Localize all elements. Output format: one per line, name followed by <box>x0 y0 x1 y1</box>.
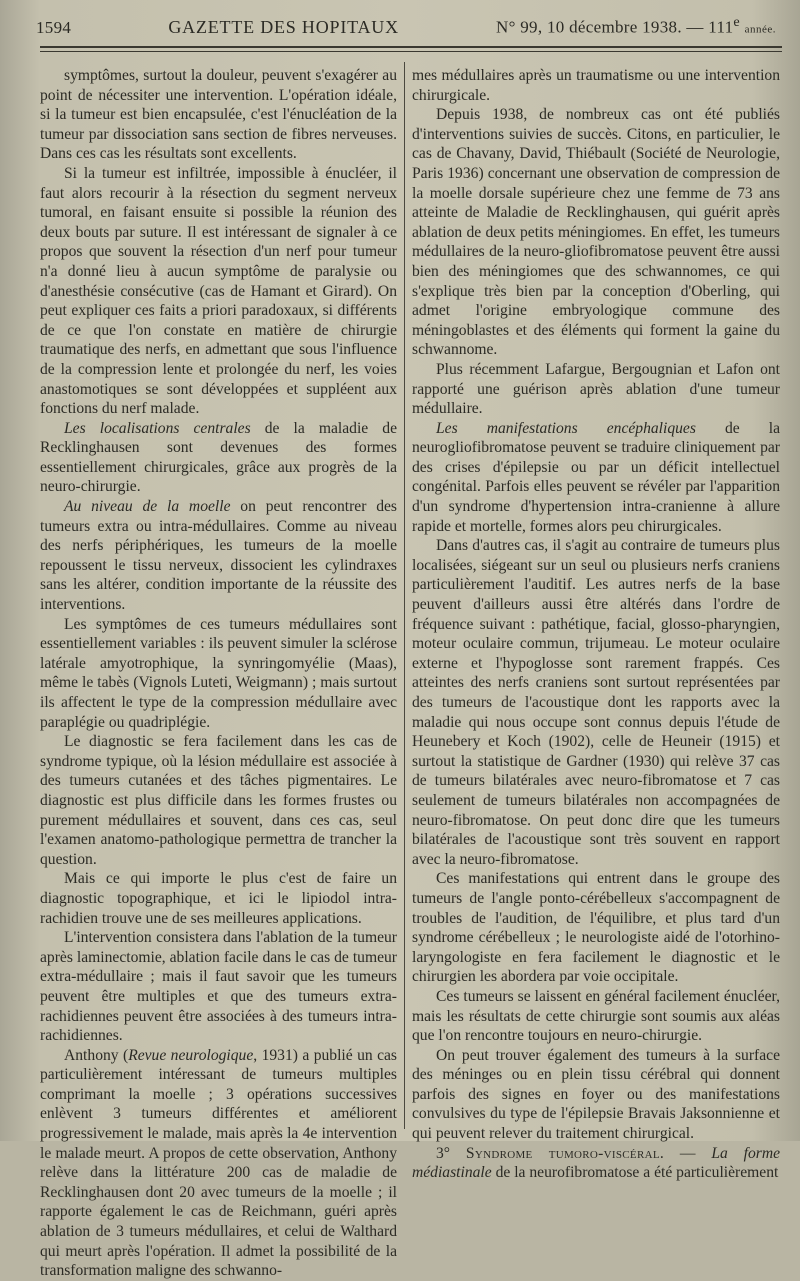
paragraph-text: on peut rencontrer des tumeurs extra ou intra-médullaires. Comme au niveau des nerfs périphériques, les tumeurs de la moelle repoussent le tissu nerveux, dissocient les cylindraxes sans les altérer, condition importante de la réussite des interventions. <box>40 498 397 614</box>
page-header <box>36 14 776 46</box>
paragraph-text: Ces manifestations qui entrent dans le groupe des tumeurs de l'angle ponto-cérébelleux s'accompagnent de troubles de l'audition, de l'équilibre, et plus tard d'un syndrome cérébelleux ; le neurologiste aidé de l'otorhino-laryngologiste en fera facilement le diagnostic et le chirurgien les abordera par voie occipitale. <box>412 870 780 986</box>
paragraph-text: mes médullaires après un traumatisme ou une intervention chirurgicale. <box>412 67 780 104</box>
paragraph-text: L'intervention consistera dans l'ablation de la tumeur après laminectomie, ablation facile dans le cas de tumeur extra-médullaire ; mais il faut savoir que les tumeurs peuvent être multiples et que des tumeurs extra-rachidiennes peuvent être associées à des tumeurs intra-rachidiennes. <box>40 929 397 1045</box>
paragraph <box>412 360 780 419</box>
paragraph <box>412 1144 780 1183</box>
paragraph <box>412 869 780 987</box>
paragraph <box>412 987 780 1046</box>
paragraph-text: Mais ce qui importe le plus c'est de faire un diagnostic topographique, et ici le lipiodol intra-rachidien trouve une de ses meilleures applications. <box>40 870 397 927</box>
paragraph-text: de la neurogliofibromatose peuvent se traduire cliniquement par des crises d'épilepsie ou par un déficit intellectuel congénital. Parfois elles peuvent se révéler par l'apparition d'un syndrome d'hypertension intra-cranienne à allure rapide et mortelle, formes alors peu chirurgicales. <box>412 419 780 535</box>
paragraph-text: Le diagnostic se fera facilement dans les cas de syndrome typique, où la lésion médullaire est associée à des tumeurs cutanées et des tâches pigmentaires. Le diagnostic est plus difficile dans les formes frustes ou purement médullaires et souvent, dans ces cas, seul l'examen anatomo-pathologique permettra de trancher la question. <box>40 733 397 868</box>
italic-phrase: Les manifestations encéphaliques <box>436 419 696 437</box>
page-number: 1594 <box>36 17 72 37</box>
header-rule-thin <box>40 51 782 52</box>
paragraph-prefix: 3° <box>436 1144 466 1162</box>
paragraph <box>412 105 780 360</box>
paragraph-text: Plus récemment Lafargue, Bergougnian et Lafon ont rapporté une guérison après ablation d'une tumeur médullaire. <box>412 360 780 418</box>
paragraph-text: Ces tumeurs se laissent en général facilement énucléer, mais les résultats de cette chirurgie sont soumis aux aléas que l'on rencontre toujours en neuro-chirurgie. <box>412 987 780 1045</box>
column-divider <box>404 62 405 1129</box>
section-heading: Syndrome tumoro-viscéral. <box>465 1144 665 1162</box>
paragraph <box>40 928 397 1046</box>
annee-label: année. <box>744 23 776 36</box>
paragraph <box>40 615 397 733</box>
paragraph-text: On peut trouver également des tumeurs à la surface des méninges ou en plein tissu cérébral qui donnent parfois des signes en foyer ou des manifestations convulsives du type de l'épilepsie Bravais Jaksonnienne et qui peuvent relever du traitement chirurgical. <box>412 1046 780 1143</box>
paragraph-text: Les symptômes de ces tumeurs médullaires sont essentiellement variables : ils peuvent simuler la sclérose latérale amyotrophique, la synringomyélie (Maas), même le tabès (Vignols Luteti, Weigmann) ; mais surtout ils affectent le type de la compression médullaire avec paraplégie ou quadriplégie. <box>40 615 397 731</box>
italic-phrase: La forme médiastinale <box>412 1144 780 1182</box>
paragraph-text: , 1931) a publié un cas particulièrement intéressant de tumeurs multiples comprimant la moelle ; 3 opérations successives enlèvent 3 tumeurs différentes et améliorent progressivement le malade, mais après la 4e intervention le malade meurt. A propos de cette observation, Anthony relève dans la littérature 200 cas de maladie de Recklinghausen dont 20 avec tumeurs de la moelle ; il rapporte également le cas de Reichmann, guéri après ablation de 3 tumeurs médullaires, et celui de Walthard qui meurt après l'opération. Il admet la possibilité de la transformation maligne des schwanno- <box>40 1046 397 1280</box>
header-rule <box>40 46 782 48</box>
issue-info <box>496 14 776 38</box>
dash: — <box>664 1144 712 1162</box>
paragraph <box>40 732 397 869</box>
right-column <box>412 66 780 1183</box>
italic-phrase: Au niveau de la moelle <box>64 498 231 516</box>
paragraph-text: Depuis 1938, de nombreux cas ont été publiés d'interventions suivies de succès. Citons, en particulier, le cas de Chavany, David, Thiébault (Société de Neurologie, Paris 1936) concernant une observation de compression de la moelle dorsale supérieure chez une femme de 73 ans atteinte de Maladie de Recklinghausen, qui guérit après ablation de deux petits méningiomes. En effet, les tumeurs médullaires de la neuro-gliofibromatose peuvent être aussi bien des méningiomes que des schwannomes, ce qui s'explique très bien par la conception d'Oberling, qui admet l'origine embryologique commune des méningoblastes et des éléments qui forment la gaine du schwannome. <box>412 106 780 359</box>
paragraph <box>412 66 780 105</box>
journal-title: GAZETTE DES HOPITAUX <box>168 16 399 37</box>
paragraph <box>40 1046 397 1281</box>
issue-text: N° 99, 10 décembre 1938. — 111 <box>496 17 734 37</box>
paragraph-text: symptômes, surtout la douleur, peuvent s'exagérer au point de nécessiter une intervention. L'opération idéale, si la tumeur est bien encapsulée, c'est l'énucléation de la tumeur par dissociation sans section de fibres nerveuses. Dans ces cas les résultats sont excellents. <box>40 67 397 163</box>
paragraph <box>412 419 780 537</box>
paragraph <box>412 1046 780 1144</box>
italic-phrase: Revue neurologique <box>128 1046 254 1064</box>
paragraph <box>40 66 397 164</box>
paragraph-text: de la neurofibromatose a été particulièrement <box>491 1164 779 1182</box>
paragraph-text: Si la tumeur est infiltrée, impossible à énucléer, il faut alors recourir à la résection du segment nerveux tumoral, en faisant ensuite si possible la réunion des deux bouts par suture. Il est intéressant de signaler à ce propos que souvent la résection d'un nerf pour tumeur n'a donné lieu à aucun symptôme de paralysie ou d'anesthésie consécutive (cas de Hamant et Girard). On peut expliquer ces faits a priori paradoxaux, si différents de ce que l'on constate en matière de chirurgie traumatique des nerfs, en admettant que sous l'influence de la compression lente et prolongée du nerf, les voies anastomotiques se sont développées et suppléent aux fonctions du nerf malade. <box>40 164 397 418</box>
issue-sup: e <box>733 14 741 30</box>
paragraph-text: de la maladie de Recklinghausen sont devenues des formes essentiellement chirurgicales, grâce aux progrès de la neuro-chirurgie. <box>40 419 397 496</box>
paragraph <box>40 419 397 497</box>
italic-phrase: Les localisations centrales <box>64 419 251 437</box>
paragraph <box>40 497 397 615</box>
left-column <box>40 66 397 1281</box>
paragraph <box>412 536 780 869</box>
paragraph-prefix: Anthony ( <box>64 1046 129 1064</box>
paragraph-text: Dans d'autres cas, il s'agit au contraire de tumeurs plus localisées, siégeant sur un seul ou plusieurs nerfs craniens particulièrement l'auditif. Les autres nerfs de la base peuvent d'ailleurs aussi être altérés dans l'ordre de fréquence suivant : pathétique, facial, glosso-pharyngien, moteur oculaire commun, trijumeau. Le moteur oculaire externe et l'hypoglosse sont rarement frappés. Ces atteintes des nerfs craniens sont surtout représentées par des tumeurs de l'acoustique dont les rapports avec la maladie qui nous occupe sont connus depuis l'étude de Heunebery et Koch (1902), celle de Heuneir (1915) et surtout la statistique de Gardner (1930) qui relève 37 cas de tumeurs bilatérales avec neuro-fibromatose et 7 cas seulement de tumeurs bilatérales non accompagnées de neuro-fibromatose. On peut donc dire que les tumeurs bilatérales de l'acoustique sont très souvent en rapport avec la neuro-fibromatose. <box>412 537 780 868</box>
paragraph <box>40 164 397 419</box>
paragraph <box>40 869 397 928</box>
